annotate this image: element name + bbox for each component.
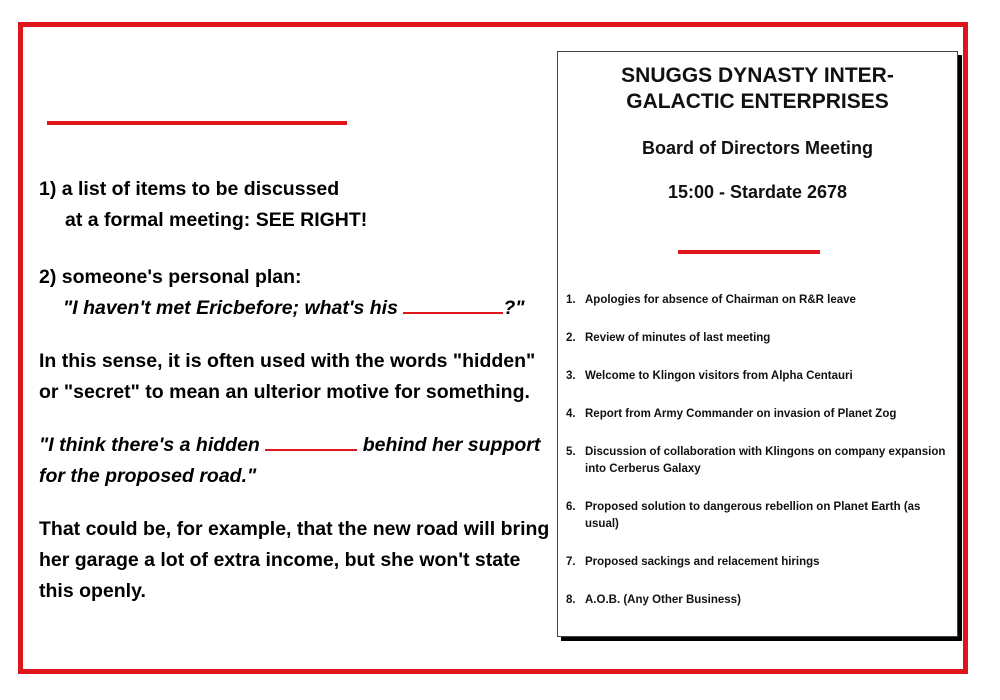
definition-2-line-1: 2) someone's personal plan: xyxy=(39,266,302,288)
item-text: Review of minutes of last meeting xyxy=(585,332,771,344)
agenda-item xyxy=(566,368,951,385)
item-number: 3. xyxy=(566,370,576,382)
item-number: 2. xyxy=(566,332,576,344)
agenda-item xyxy=(566,592,951,609)
agenda-item xyxy=(566,499,951,533)
definition-1-line-2: at a formal meeting: SEE RIGHT! xyxy=(65,209,368,231)
agenda-item xyxy=(566,554,951,571)
agenda-word-blank xyxy=(678,250,820,254)
item-number: 8. xyxy=(566,594,576,606)
agenda-item xyxy=(566,292,951,309)
quote-after: ?" xyxy=(503,297,525,319)
item-text: Discussion of collaboration with Klingons on company expansion into Cerberus Galaxy xyxy=(585,446,946,475)
quote-before: "I haven't met Ericbefore; what's his xyxy=(63,297,398,319)
meeting-time: 15:00 - Stardate 2678 xyxy=(667,182,848,202)
item-number: 7. xyxy=(566,556,576,568)
item-text: A.O.B. (Any Other Business) xyxy=(585,594,741,606)
company-name-line-2: GALACTIC ENTERPRISES xyxy=(626,90,889,113)
company-name xyxy=(558,63,957,115)
agenda-item xyxy=(566,444,951,478)
agenda-item xyxy=(566,406,951,423)
agenda-document xyxy=(557,51,958,637)
item-text: Proposed solution to dangerous rebellion on Planet Earth (as usual) xyxy=(585,501,921,530)
meeting-title: Board of Directors Meeting xyxy=(641,138,874,158)
item-number: 5. xyxy=(566,446,576,458)
definition-1-line-1: 1) a list of items to be discussed xyxy=(39,178,340,200)
example-after: behind her support for the proposed road." xyxy=(39,434,541,487)
agenda-items xyxy=(566,292,951,630)
example-blank xyxy=(265,431,357,451)
item-number: 6. xyxy=(566,501,576,513)
explanation-paragraph: That could be, for example, that the new road will bring her garage a lot of extra income, but she won't state this openly. xyxy=(39,518,550,602)
definition-panel xyxy=(39,174,559,607)
example-before: "I think there's a hidden xyxy=(39,434,260,456)
item-text: Welcome to Klingon visitors from Alpha Centauri xyxy=(585,370,853,382)
item-number: 1. xyxy=(566,294,576,306)
item-text: Report from Army Commander on invasion of Planet Zog xyxy=(585,408,897,420)
sense-paragraph: In this sense, it is often used with the words "hidden" or "secret" to mean an ulterior motive for something. xyxy=(39,350,536,403)
item-text: Apologies for absence of Chairman on R&R leave xyxy=(585,294,856,306)
quote-blank xyxy=(403,294,503,314)
agenda-item xyxy=(566,330,951,347)
word-blank xyxy=(47,121,347,125)
item-text: Proposed sackings and relacement hirings xyxy=(585,556,820,568)
item-number: 4. xyxy=(566,408,576,420)
company-name-line-1: SNUGGS DYNASTY INTER- xyxy=(621,64,894,87)
example-sentence xyxy=(39,430,559,492)
definition-2-quote xyxy=(39,293,559,324)
